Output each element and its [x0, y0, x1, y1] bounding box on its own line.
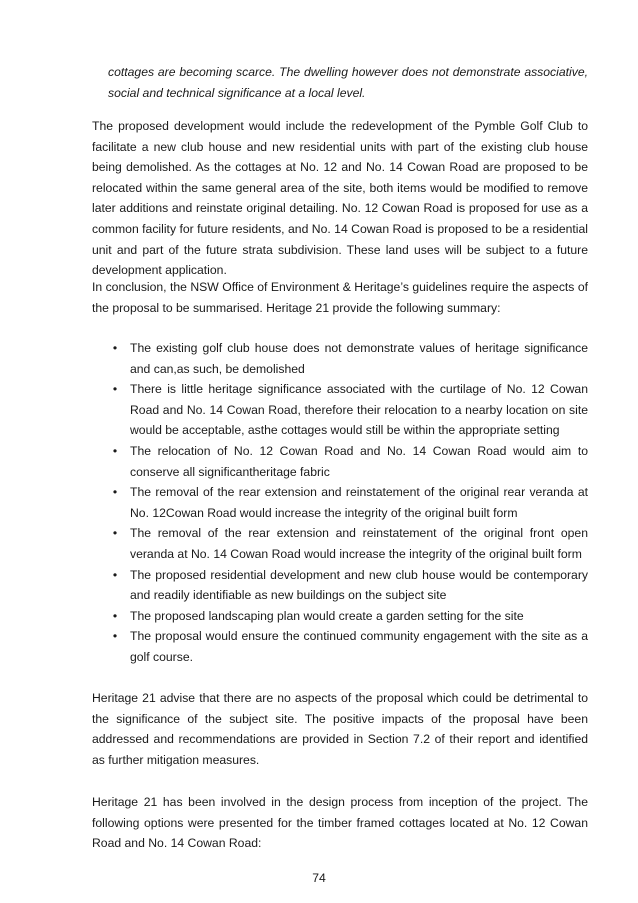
list-item: • There is little heritage significance associated with the curtilage of No. 12 Cowan Road and No. 14 Cowan Road, therefore their relocation to a nearby location on site would be acceptable, asthe cottages would still be within the appropriate setting	[92, 379, 588, 441]
list-item: • The removal of the rear extension and reinstatement of the original front open veranda at No. 14 Cowan Road would increase the integrity of the original built form	[92, 523, 588, 564]
paragraph-conclusion: In conclusion, the NSW Office of Environment & Heritage’s guidelines require the aspects of the proposal to be summarised. Heritage 21 provide the following summary:	[92, 280, 588, 315]
list-item: • The proposed landscaping plan would create a garden setting for the site	[92, 606, 588, 627]
page-number: 74	[312, 871, 326, 885]
paragraph-design-process: Heritage 21 has been involved in the design process from inception of the project. The following options were presented for the timber framed cottages located at No. 12 Cowan Road and No. 14 Cowan Road:	[92, 795, 588, 851]
bullet-icon: •	[112, 341, 118, 355]
bullet-icon: •	[112, 526, 118, 541]
paragraph-proposed-development: The proposed development would include the redevelopment of the Pymble Golf Club to facilitate a new club house and new residential units with part of the existing club house being demolished. As the cottages at No. 12 and No. 14 Cowan Road are proposed to be relocated within the same general area of the site, both items would be modified to remove later additions and reinstate original detailing. No. 12 Cowan Road is proposed for use as a common facility for future residents, and No. 14 Cowan Road is proposed to be a residential unit and part of the future strata subdivision. These land uses will be subject to a future development application.	[92, 119, 588, 278]
list-item: • The removal of the rear extension and reinstatement of the original rear veranda at No. 12Cowan Road would increase the integrity of the original built form	[92, 482, 588, 523]
bullet-icon: •	[112, 608, 118, 623]
paragraph-heritage-advice: Heritage 21 advise that there are no aspects of the proposal which could be detrimental to the significance of the subject site. The positive impacts of the proposal have been addressed and recommendations are provided in Section 7.2 of their report and identified as further mitigation measures.	[92, 691, 588, 767]
bullet-icon: •	[112, 567, 118, 582]
bullet-icon: •	[112, 443, 118, 458]
list-item: • The relocation of No. 12 Cowan Road and No. 14 Cowan Road would aim to conserve all significantheritage fabric	[92, 441, 588, 482]
heritage-quote: cottages are becoming scarce. The dwelling however does not demonstrate associative, social and technical significance at a local level.	[108, 65, 588, 100]
summary-bullet-list	[92, 338, 588, 668]
list-item: • The proposed residential development and new club house would be contemporary and readily identifiable as new buildings on the subject site	[92, 565, 588, 606]
bullet-icon: •	[112, 629, 118, 644]
bullet-icon: •	[112, 382, 118, 397]
bullet-icon: •	[112, 485, 118, 500]
list-item: • The proposal would ensure the continued community engagement with the site as a golf course.	[92, 626, 588, 667]
list-item: • The existing golf club house does not demonstrate values of heritage significance and can,as such, be demolished	[92, 338, 588, 379]
